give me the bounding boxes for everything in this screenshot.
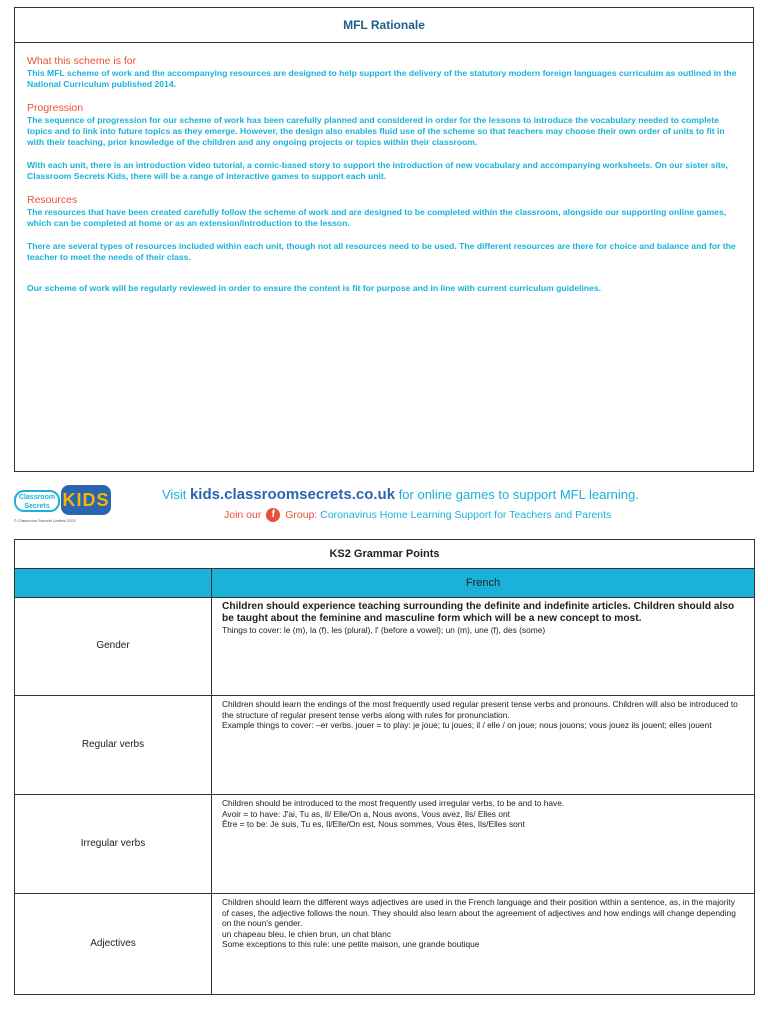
rationale-box — [14, 7, 754, 472]
table-row — [15, 598, 755, 696]
content-line: Children should learn the endings of the most frequently used regular present tense verbs and pronouns. Children will also be introduced to the structure of regular present tense verbs along with rules for pronunciation. — [222, 699, 738, 720]
content-line: Things to cover: le (m), la (f), les (plural), l' (before a vowel); un (m), une (f), des (some) — [222, 625, 546, 635]
row-label-adjectives: Adjectives — [15, 894, 212, 995]
copyright-text: © Classroom Secrets Limited 2021 — [14, 518, 76, 523]
row-content — [212, 894, 755, 995]
paragraph: Our scheme of work will be regularly reviewed in order to ensure the content is fit for purpose and in line with current curriculum guidelines. — [27, 283, 601, 293]
content-line: Children should learn the different ways adjectives are used in the French language and their position within a sentence, as, in the majority of cases, the adjective follows the noun. They should also learn about the agreement of adjectives and how endings will change depending on the noun's gender. — [222, 897, 736, 928]
content-line: Some exceptions to this rule: une petite maison, une grande boutique — [222, 939, 480, 949]
content-line: Être = to be: Je suis, Tu es, Il/Elle/On est, Nous sommes, Vous êtes, Ils/Elles sont — [222, 819, 525, 829]
row-content — [212, 696, 755, 795]
visit-line — [162, 486, 639, 503]
join-prefix: Join our — [224, 508, 262, 521]
visit-suffix: for online games to support MFL learning. — [398, 487, 639, 502]
table-row — [15, 894, 755, 995]
row-label-gender: Gender — [15, 598, 212, 696]
paragraph: There are several types of resources included within each unit, though not all resources need to be used. The different resources are there for choice and balance and for the teacher to meet the needs of their class. — [27, 241, 736, 262]
group-link[interactable]: Coronavirus Home Learning Support for Teachers and Parents — [320, 508, 612, 521]
section-heading-resources: Resources — [27, 194, 78, 206]
rationale-body — [15, 43, 753, 294]
paragraph: The resources that have been created carefully follow the scheme of work and are designed to be completed within the classroom, alongside our supporting online games, which can be completed at home or as an extension/introduction to the lesson. — [27, 207, 727, 228]
row-label-irregular-verbs: Irregular verbs — [15, 795, 212, 894]
paragraph: This MFL scheme of work and the accompanying resources are designed to help support the delivery of the statutory modern foreign languages curriculum as outlined in the National Curriculum published 2014. — [27, 68, 737, 89]
table-row — [15, 696, 755, 795]
content-line: un chapeau bleu, le chien brun, un chat blanc — [222, 928, 392, 939]
paragraph: The sequence of progression for our scheme of work has been carefully planned and considered in order for the lessons to introduce the vocabulary needed to complete topics and to link into future topics as they emerge. However, the design also enables fluid use of the scheme so that teachers may choose their own order of units to fit in with their teaching, prior knowledge of the children and any ongoing projects or topics within their classroom. — [27, 115, 725, 147]
section-heading-purpose: What this scheme is for — [27, 55, 137, 67]
join-line — [224, 508, 611, 522]
grammar-table-title: KS2 Grammar Points — [15, 540, 755, 569]
content-line: Children should be introduced to the most frequently used irregular verbs, to be and to have. — [222, 798, 565, 808]
table-row — [15, 795, 755, 894]
header-empty-cell — [15, 569, 212, 598]
classroom-secrets-kids-logo[interactable] — [14, 484, 114, 528]
content-line: Avoir = to have: J'ai, Tu as, Il/ Elle/On a, Nous avons, Vous avez, Ils/ Elles ont — [222, 808, 510, 819]
grammar-table — [14, 539, 755, 995]
row-label-regular-verbs: Regular verbs — [15, 696, 212, 795]
facebook-icon[interactable]: f — [266, 508, 280, 522]
promo-footer — [14, 484, 754, 528]
visit-prefix: Visit — [162, 487, 187, 502]
content-line: Children should experience teaching surrounding the definite and indefinite articles. Children should also be taught about the feminine and masculine form which will be a new concept to most. — [222, 601, 735, 624]
join-group-word: Group: — [285, 508, 318, 521]
rationale-title: MFL Rationale — [15, 8, 753, 43]
logo-classroom-secrets: Classroom Secrets — [14, 490, 60, 512]
language-header: French — [212, 569, 755, 598]
content-line: Example things to cover: –er verbs. jouer = to play: je joue; tu joues; il / elle / on joue; nous jouons; vous jouez ils jouent; elles jouent — [222, 720, 712, 730]
row-content — [212, 795, 755, 894]
section-heading-progression: Progression — [27, 102, 84, 114]
row-content — [212, 598, 755, 696]
paragraph: With each unit, there is an introduction video tutorial, a comic-based story to support the introduction of new vocabulary and accompanying worksheets. On our sister site, Classroom Secrets Kids, there will be a range of interactive games to support each unit. — [27, 160, 728, 181]
site-link[interactable]: kids.classroomsecrets.co.uk — [189, 486, 396, 503]
logo-kids: KIDS — [61, 485, 111, 515]
